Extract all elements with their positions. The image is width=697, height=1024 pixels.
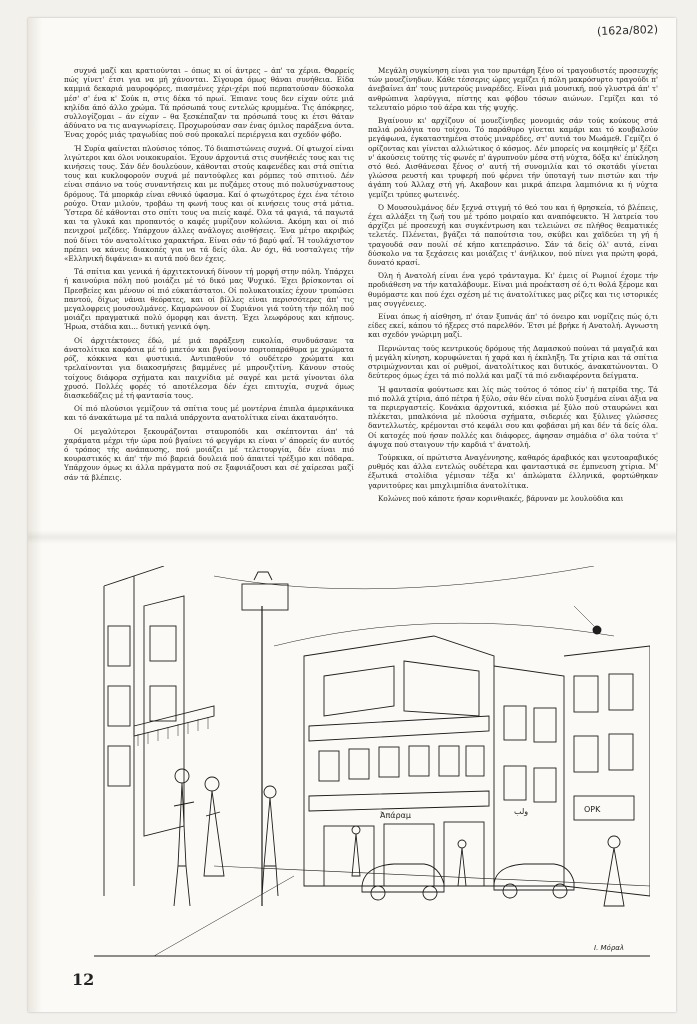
right-paragraph: Ή φαντασία φούντωσε και λίς πώς τούτος ό τόπος είν' ή πατρίδα της. Τά πιό πολλά χτίρια, άπό πέτρα ή ξύλο, σάν θέν είναι πολύ ξυσμένα είναι άξια να τα περιεργαστείς. Κονάκια άρχοντικά, κιόσκια μέ ξύλο πού σταυρώνει και πλέκεται, μπαλκόνια μέ πλούσια σχήματα, σιδεριές και ξύλινες γλώσσες δαντελλωτές, κρέμονται στό κεφάλι σου και φοβάσαι μή και δέν τά δείς όλα. Οί κατοχές πού ήσαν πολλές και διάφορες, άφησαν σημάδια σ' όλα τούτα τ' άψυχα πού σταιγουν τήν καρδιά τ' άνατολή. <box>368 384 658 449</box>
shop-sign-3: OPK <box>584 805 601 814</box>
shop-sign-2: ولب <box>514 807 529 816</box>
archive-ref-mark: (162a/802) <box>596 22 659 39</box>
right-paragraph: Τούρκικα, οί πρώτιστα Αναγέννησης, καθαρός άραβικός και ψευτοαραβικός ρυθμός και άλλα εντελώς ουδέτερα και φανταστικά σε έμπνευση χτίρια. Μ' έξωτικά στολίδια γέμισαν τέξα κι' άπλώματα έλληνικά, φορτώθηκαν γαρνιτούρες και μπιχλιμπίδια άνατολίτικα. <box>368 452 658 490</box>
page-fold-crease <box>28 530 676 544</box>
street-illustration <box>94 566 650 962</box>
right-paragraph: Όλη ή Ανατολή είναι ένα γερό τράνταγμα. Κι' έμεις οί Ρωμιοί έχομε τήν προδιάθεση να τήν καταλάβουμε. Είναι μιά προέκταση σέ ό,τι θολά ξέρομε και θυμόμαστε και πού έχει σχέση μέ τις άνατολίτικες μας ρίζες και τις ιστορικές μας συγγένειες. <box>368 271 658 308</box>
left-paragraph: συχνά μαζί και κρατιούνται – όπως κι οί άντρες – άπ' τα χέρια. Θαρρείς πώς γίνετ' έτσι για να μή χάνονται. Σίγουρα όμως θάναι συνήθεια. Είδα καμμιά δεκαριά μαυροφόρες, πιασμένες χέρι-χέρι πού περπατούσαν δύσκολα μέσ' σ' ένα κ' Σούκ π, στις δέκα τό πρωί. Έπιανε τους δεν είχαν ούτε μιά κηλίδα άπό άλλο χρώμα. Τά πρόσωπά τους εντελώς κρυμμένα. Τις άπόκρηες, συλλογίζομαι – άν είχαν – θα ξεσκέπαζαν τα πρόσωπά τους κι έτσι θάταν άδύνατο να τις αναγνωρίσεις. Προχωρούσαν σαν ένας όμιλος παράξενα όντα. Ένας χορός μιάς τραγωδίας πού σού προκαλεί περιέργεια και σχεδόν φόβο. <box>64 66 354 140</box>
page-edge-shadow <box>28 18 42 1012</box>
magazine-page <box>28 18 676 1012</box>
left-paragraph: Ή Συρία φαίνεται πλούσιος τόπος. Τό διαπιστώνεις συχνά. Οί φτωχοί είναι λιγώτεροι και όλοι νοικοκυραίοι. Έχουν άρχοντιά στις συνήθειές τους και τις κινήσεις τους. Σάν δέν δουλεύουν, κάθονται στούς καφενέδες και στά σπίτια τους και κυκλοφορούν συχνά μέ παντούφλες και ρόμπες τού σπιτιού. Δέν είναι σπάνιο να τούς συναντήσεις και με πυζάμες στους πιό πολυσύχναστους δρόμους. Τά μπορκάρ είναι εθνικό ύφασμα. Καί ό φτωχότερος έχει ένα τέτοιο ρούχο. Όταν μιλούν, τροβάω τη φωνή τους και οί κινήσεις τους στά μάτια. Ύστερα δέ κάθονται στο σπίτι τους να πιείς καφέ. Όλα τά φαγιά, τά παγωτά και τα γλυκά και προπαντός ο καφές μυρίζουν κολώνια. Ακόμη και οί πιό πενιχροί μεζέδες. Υπάρχουν άλλες ανάλογες αισθήσεις. Ένα μέτρο ακριβώς πού δίνει τόν ανατολίτικο χαρακτήρα. Είναι σάν τό βαρύ φαΐ. Ή τουλάχιστον πρέπει να κάνεις διακοπές για να τά δείς όλα. Αν όχι, θά νοσταλγεις τήν «Ελληνική διφάνεια» κι αυτά πού δεν έχεις. <box>64 143 354 264</box>
left-paragraph: Οί άρχιτέκτονες έδώ, μέ μιά παράξενη ευκολία, συνδυάσανε τα άνατολίτικα καφάσια μέ τό μπετόν και βγαίνουν πορτοπαράθυρα με χρώματα ρόζ, κόκκινα και φυστικιά. Αντιπαθούν τό ουδέτερο χρώματα και τρελαίνονται για διακοσμήσεις βαμμένες μέ μπρονζιτίνη. Κάνουν στούς τοίχους διάφορα σχήματα και παιχνίδια μέ σαγρέ και μετά γίνονται όλα χρυσό. Πολλές φορές τό αποτέλεσμα δέν έχει επιτυχία, συχνά όμως διασκεδάζεις μέ τή φαντασία τους. <box>64 335 354 400</box>
right-paragraph: Κολώνες πού κάποτε ήσαν κορινθιακές, βάρυναν με λουλούδια και <box>378 493 624 503</box>
left-paragraph: Τά σπίτια και γενικά ή άρχιτεκτονική δίνουν τή μορφή στην πόλη. Υπάρχει ή καινούρια πόλη πού μοιάζει μέ τό δικό μας Ψυχικό. Έχει βρίσκονται οί Πρεσβείες και μένουν οί πιό εύκατάστατοι. Οί πολυκατοικίες έχουν τρυπώσει παντού, δίχως νάναι θεόρατες, και οί βίλλες είναι περισσότερες άπ' τις μεγαλοφρεις μουσουλμάνες. Καμαρώνουν οί Συριάνοι γιά τούτη τήν πόλη πού μοιάζει πραγματικά πολύ όμορφη και άνετη. Έχει λεωφόρους και κήπους. Ήρωα, στάδια και... δυτική γενικά όψη. <box>64 267 354 332</box>
left-paragraph: Οί μεγαλύτεροι ξεκουράζονται σταυροπόδι και σκέπτονται άπ' τά χαράματα μέχρι τήν ώρα πού βγαίνει τό φεγγάρι κι είναι ν' άπορείς άν αυτός ό τρόπος τής ανάπαυσης, πού μοιάζει μέ τελετουργία, δέν είναι πιό κουραστικός κι άπ' τήν πιό βαρειά δουλειά πού άπαιτεί τρέξιμο και πόδαρα. Υπάρχουν όμως κι άλλα πράγματα πού σε ξαφνιάζουσι και σέ χαίρεσαι μαζί σάν τά βλέπεις. <box>64 426 354 482</box>
right-paragraph: Ό Μουσουλμάνος δέν ξεχνά στιγμή τό θεό του και ή θρησκεία, τό βλέπεις, έχει αλλάξει τη ζωή του μέ τρόπο μοιραίο και αναπόφευκτο. Ή λατρεία του άρχίζει μέ προσευχή και συγκέντρωση και τελειώνει σε πλήθος θεαματικές τελετές. Πλένεται, βγάζει τά παπούτσια του, σκύβει και χαϊδεύει τη γή ή τραγουδά σαν πουλί σέ κήπο κατεπράσινο. Σάν τά δείς όλ' αυτά, είναι δύσκολο να τα ξεχάσεις και μοιάζεις τ' άνήλικον, πού πίνει για πρώτη φορά, δυνατό κρασί. <box>368 202 658 268</box>
page-number: 12 <box>72 970 95 989</box>
right-paragraph: Περνώντας τούς κεντρικούς δρόμους τής Δαμασκού πούναι τά μαγαζιά και ή μεγάλη κίνηση, κορυφώνεται ή χαρά και ή έκπληξη. Τα χτίρια και τά σπίτια στριμώχνονται και οί ρυθμοί, άνατολίτικος και δυτικός, άνακατώνονται. Ό δεύτερος όμως έχει τά πιό πολλά και μαζί τά πιό ενδιαφέροντα δείγματα. <box>368 343 658 381</box>
right-paragraph: Βγαίνουν κι' αρχίζουν οί μουεζίνηδες μονομιάς σάν τούς κούκους στά παλιά ρολόγια του τοίχου. Τό παράθυρο γίνεται καμάρι και τό κουβαλούν μεγάφωνα, έγκαταστημένα στούς μιναρέδες, στ' αυτιά του Μωάμεθ. Γεμίζει ό ορίζοντας και γίνεται αλλιώτικος ό κόσμος. Δέν μπορείς να κοιμηθείς μ' ξέζει ν' άκούσεις τούτης τίς φωνές π' άγρυπνούν μέσα στή νύχτα, δόξα κι' έπίκληση στό θεό. Αισθάνεσαι ξένος σ' αυτή τή συνομιλία και τό σκοτάδι γίνεται γλώσσα ρευστή και τρυφερή πού φέρνει τήν ύποταγή των πιστών και τήν άγάπη τού Άλλαχ στή γή. Ακαβουν και μικρά άπειρα λαμπιόνια κι ή νύχτα γεμίζει τρύπες φωτεινές. <box>368 116 658 199</box>
text-column-right <box>368 66 658 526</box>
right-paragraph: Είναι όπως ή αίσθηση, π' όταν ξυπνάς άπ' τό όνειρο και νομίζεις πώς ό,τι είδες εκεί, κάπου τό ήξερες στό παρελθόν. Έτσι μέ βρήκε ή Ανατολή. Αγνωστη και σχεδόν γνώριμη μαζί. <box>368 312 658 340</box>
artist-signature: Ι. Μόραλ <box>594 944 625 952</box>
text-column-left <box>64 66 354 526</box>
left-paragraph: Οί πιό πλούσιοι γεμίζουν τά σπίτια τους μέ μοντέρνα έπιπλα άμερικάνικα και τό άνακάτωμα μέ τα παλιά υπάρχοντα ανατολίτικα είναι άκατανόητο. <box>64 404 354 423</box>
right-paragraph: Μεγάλη συγκίνηση είναι για τον πρωτάρη ξένο οί τραγουδιστές προσευχής τών μουεζίνηδων. Κάθε τέσσερις ώρες γεμίζει ή πόλη μακρόσυρτο τραγούδι π' άνεβαίνει άπ' τους μυτερούς μιναρέδες. Είναι μιά μουσική, πού γλυστρά άπ' τ' ανθρώπινα λαρύγγια, πίστης και φόβου τόσων αιώνων. Γεμίζει και τό τελευταίο μόριο τού άέρα και τής ψυχής. <box>368 66 658 112</box>
shop-sign-1: Ἀπάραμ <box>380 811 412 820</box>
